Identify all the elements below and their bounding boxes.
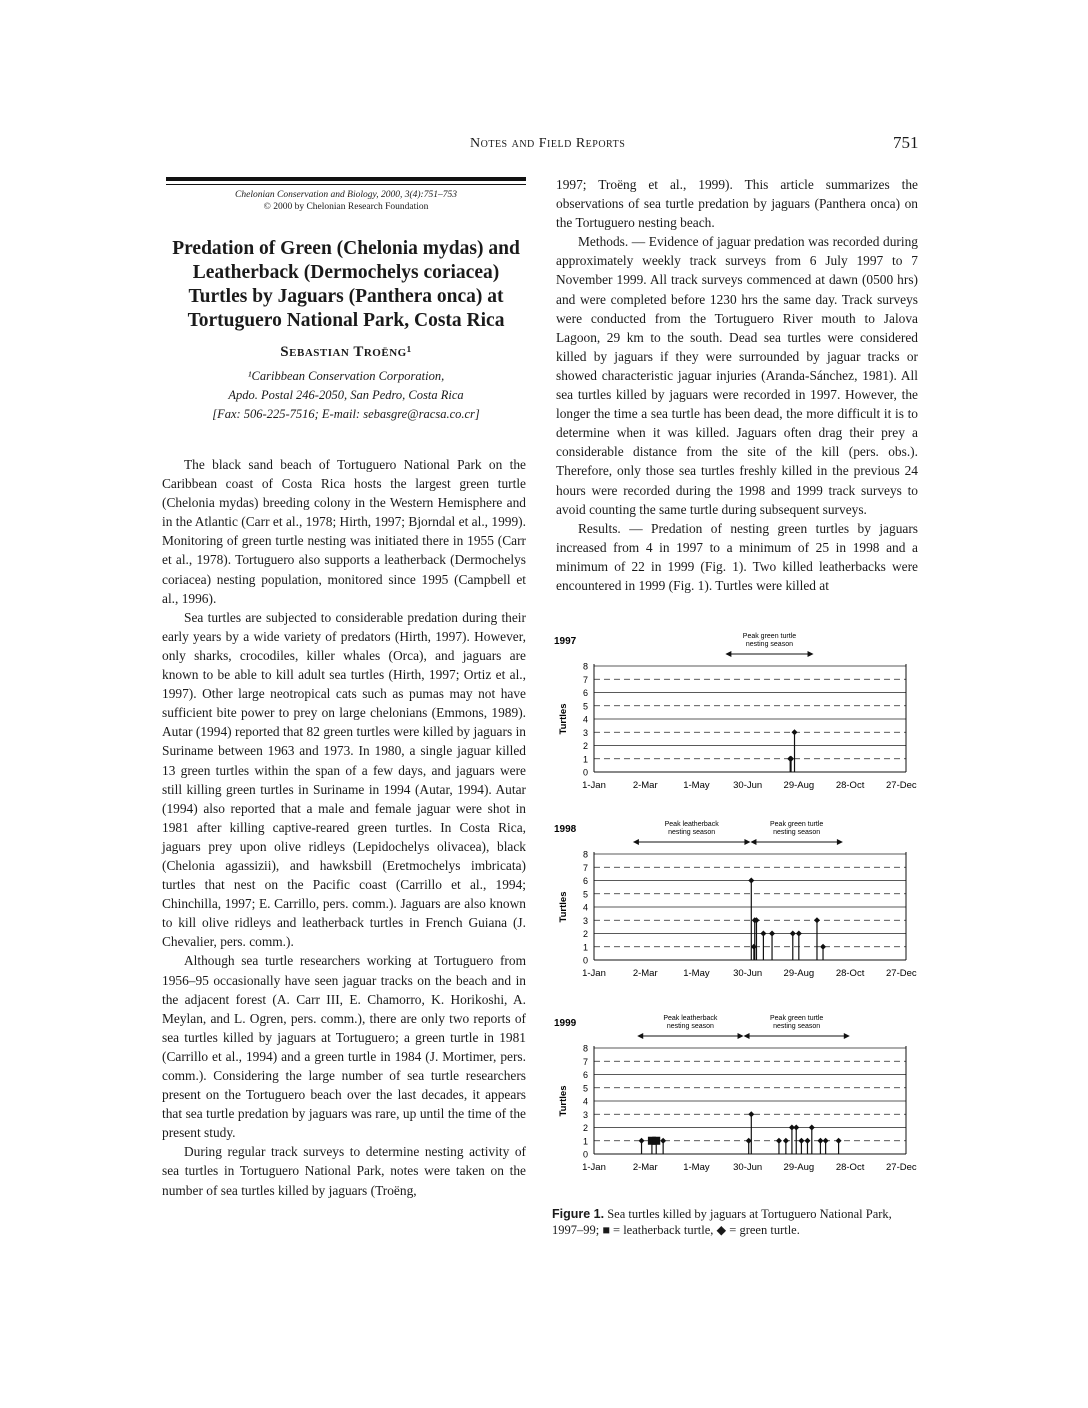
green-turtle-marker	[783, 1138, 789, 1144]
chart-title-year: 1998	[554, 824, 577, 835]
season-annotation-line2: nesting season	[668, 829, 716, 836]
y-axis-label: Turtles	[558, 703, 569, 735]
x-tick-label: 27-Dec	[886, 780, 917, 791]
green-turtle-marker	[809, 1125, 815, 1131]
x-tick-label: 2-Mar	[632, 968, 658, 979]
green-turtle-marker	[796, 931, 802, 937]
y-tick-label: 3	[582, 727, 588, 738]
green-turtle-marker	[798, 1138, 804, 1144]
green-turtle-marker	[814, 917, 820, 923]
paragraph-results: Results. — Predation of nesting green turtles by jaguars increased from 4 in 1997 to a minimum of 25 in 1998 and a minimum of 22 in 1999 (Fig. 1). Two killed leatherbacks were encountered in 1999 (Fig. 1). Turtles were killed at	[556, 520, 918, 593]
paragraph-predators: Sea turtles are subjected to considerable predation during their early years by a wide variety of predators (Hirth, 1997). However, only sharks, crocodiles, killer whales (Orca), and jaguars are known to be able to kill adult sea turtles (Hirth, 1997; Ortiz et al., 1997). Other large neotropical cats such as pumas may not have sufficient bite power to prey on large chelonians (Emmons, 1989). Autar (1994) reported that 82 green turtles were killed by jaguars in Suriname between 1963 and 1973. In 1980, a single jaguar killed 13 green turtles within the span of a few days, and jaguars were still killing green turtles in Suriname in 1994 (Autar, 1994). Autar (1994) also reported that a male and female jaguar were shot in 1981 after killing captive-reared green turtles. In Costa Rica, jaguars prey upon olive ridleys (Lepidochelys olivacea), black (Chelonia agassizii), and hawksbill (Eretmochelys imbricata) turtles that nest on the Pacific coast (Carrillo et al., 1994; Chinchilla, 1997; E. Carrillo, pers. comm.). Jaguars are also known to kill olive ridleys and leatherback turtles in French Guiana (J. Chevalier, pers. comm.).	[162, 609, 526, 950]
article-author: Sebastian Troëng¹	[280, 344, 412, 360]
x-tick-label: 29-Aug	[783, 1162, 815, 1173]
y-tick-label: 6	[582, 1070, 588, 1080]
x-tick-label: 30-Jun	[733, 780, 763, 791]
y-tick-label: 0	[582, 955, 588, 966]
y-tick-label: 2	[582, 1123, 588, 1133]
paragraph-summary: 1997; Troëng et al., 1999). This article summarizes the observations of sea turtle predation by jaguars (Panthera onca) on the Tortuguero nesting beach.	[556, 177, 918, 231]
x-tick-label: 1-Jan	[582, 968, 606, 979]
season-annotation-line2: nesting season	[773, 1023, 821, 1030]
x-tick-label: 28-Oct	[835, 780, 865, 791]
y-tick-label: 7	[582, 862, 588, 873]
body-column-left	[162, 455, 526, 1200]
season-arrow-head-right	[808, 651, 814, 657]
x-tick-label: 27-Dec	[886, 1162, 917, 1173]
chart-1997	[554, 630, 924, 806]
x-tick-label: 30-Jun	[733, 1162, 763, 1173]
y-tick-label: 3	[582, 915, 588, 926]
season-annotation-line1: Peak green turtle	[770, 1015, 824, 1022]
x-tick-label: 2-Mar	[632, 780, 658, 791]
y-tick-label: 5	[582, 889, 588, 900]
title-rule-thin	[166, 184, 526, 185]
y-tick-label: 6	[582, 688, 588, 698]
affiliation-line-1: ¹Caribbean Conservation Corporation,	[247, 369, 445, 383]
affiliation-line-3: [Fax: 506-225-7516; E-mail: sebasgre@racsa.co.cr]	[212, 407, 480, 421]
season-arrow-head-right	[837, 839, 843, 845]
y-tick-label: 4	[582, 902, 588, 913]
season-annotation-line2: nesting season	[773, 829, 821, 836]
green-turtle-marker	[790, 931, 796, 937]
figure-caption-text: Sea turtles killed by jaguars at Tortuguero National Park, 1997–99; ■ = leatherback turtle, ◆ = green turtle.	[552, 1207, 892, 1237]
chart-title-year: 1997	[554, 636, 577, 647]
x-tick-label: 28-Oct	[835, 968, 865, 979]
x-tick-label: 2-Mar	[632, 1162, 658, 1173]
leatherback-marker	[652, 1137, 660, 1145]
chart-1998	[554, 818, 924, 994]
green-turtle-marker	[788, 756, 794, 762]
x-tick-label: 30-Jun	[733, 968, 763, 979]
green-turtle-marker	[639, 1138, 645, 1144]
body-column-right	[556, 175, 918, 595]
figure-panel-1997	[554, 630, 924, 806]
season-arrow-head-left	[725, 651, 731, 657]
season-annotation-line2: nesting season	[666, 1023, 714, 1030]
y-tick-label: 6	[582, 876, 588, 886]
green-turtle-marker	[820, 944, 826, 950]
figure-caption-label: Figure 1.	[552, 1207, 605, 1221]
y-tick-label: 8	[582, 849, 588, 860]
figure-panel-1998	[554, 818, 924, 994]
x-tick-label: 1-Jan	[582, 780, 606, 791]
figure-caption	[552, 1206, 922, 1238]
journal-citation: Chelonian Conservation and Biology, 2000, 3(4):751–753	[235, 190, 457, 200]
season-arrow-head-left	[744, 1033, 750, 1039]
season-arrow-head-left	[750, 839, 756, 845]
y-tick-label: 0	[582, 1149, 588, 1160]
page-number: 751	[893, 133, 919, 152]
y-tick-label: 7	[582, 674, 588, 685]
green-turtle-marker	[776, 1138, 782, 1144]
author-affiliation	[166, 367, 526, 424]
figure-panel-1999	[554, 1012, 924, 1188]
season-arrow-head-right	[738, 1033, 744, 1039]
paragraph-methods: Methods. — Evidence of jaguar predation was recorded during approximately weekly track surveys from 6 July 1997 to 7 November 1999. All track surveys commenced at dawn (0500 hrs) and were completed before 1230 hrs the same day. Track surveys were conducted from the Tortuguero River mouth to Jalova Lagoon, 29 km to the south. Dead sea turtles were considered killed by jaguars if they were surrounded by jaguar tracks or showed characteristic jaguar injuries (Aranda-Sánchez, 1981). All sea turtles killed by jaguars were recorded in 1997. However, the longer the time a sea turtle has been dead, the more difficult it is to determine when it was killed. Jaguars often drag their prey a considerable distance from the site of the kill (pers. obs.). Therefore, only those sea turtles freshly killed in the previous 24 hours were recorded during the 1998 and 1999 track surveys to avoid counting the same turtle during subsequent surveys.	[556, 234, 918, 517]
y-tick-label: 7	[582, 1056, 588, 1067]
y-tick-label: 5	[582, 701, 588, 712]
y-tick-label: 8	[582, 661, 588, 672]
season-annotation-line1: Peak leatherback	[664, 821, 719, 828]
x-tick-label: 1-May	[683, 1162, 710, 1173]
paragraph-surveys: During regular track surveys to determine nesting activity of sea turtles in Tortuguero National Park, notes were taken on the number of sea turtles killed by jaguars (Troëng,	[162, 1144, 526, 1198]
y-tick-label: 2	[582, 741, 588, 751]
x-tick-label: 1-May	[683, 968, 710, 979]
y-tick-label: 0	[582, 767, 588, 778]
x-tick-label: 1-Jan	[582, 1162, 606, 1173]
y-tick-label: 3	[582, 1109, 588, 1120]
y-tick-label: 4	[582, 714, 588, 725]
journal-copyright: © 2000 by Chelonian Research Foundation	[263, 202, 429, 212]
x-tick-label: 28-Oct	[835, 1162, 865, 1173]
season-annotation-line1: Peak green turtle	[770, 821, 824, 828]
y-axis-label: Turtles	[558, 1085, 569, 1117]
green-turtle-marker	[793, 1125, 799, 1131]
green-turtle-marker	[769, 931, 775, 937]
green-turtle-marker	[823, 1138, 829, 1144]
season-arrow-head-right	[744, 839, 750, 845]
season-arrow-head-left	[633, 839, 639, 845]
y-tick-label: 8	[582, 1043, 588, 1054]
y-tick-label: 1	[582, 1136, 588, 1147]
green-turtle-marker	[804, 1138, 810, 1144]
x-tick-label: 27-Dec	[886, 968, 917, 979]
season-annotation-line2: nesting season	[745, 641, 793, 648]
chart-title-year: 1999	[554, 1018, 577, 1029]
green-turtle-marker	[817, 1138, 823, 1144]
x-tick-label: 1-May	[683, 780, 710, 791]
y-axis-label: Turtles	[558, 891, 569, 923]
y-tick-label: 2	[582, 929, 588, 939]
green-turtle-marker	[760, 931, 766, 937]
green-turtle-marker	[748, 1111, 754, 1117]
chart-1999	[554, 1012, 924, 1188]
season-annotation-line1: Peak leatherback	[663, 1015, 718, 1022]
paragraph-intro: The black sand beach of Tortuguero National Park on the Caribbean coast of Costa Rica hosts the largest green turtle (Chelonia mydas) breeding colony in the Western Hemisphere and in the Atlantic (Carr et al., 1978; Hirth, 1997; Bjorndal et al., 1999). Monitoring of green turtle nesting was initiated there in 1955 (Carr et al., 1978). Tortuguero also supports a leatherback (Dermochelys coriacea) nesting population, monitored since 1995 (Campbell et al., 1996).	[162, 457, 526, 606]
green-turtle-marker	[792, 729, 798, 735]
y-tick-label: 4	[582, 1096, 588, 1107]
running-header: Notes and Field Reports	[470, 136, 626, 151]
y-tick-label: 1	[582, 942, 588, 953]
green-turtle-marker	[660, 1138, 666, 1144]
affiliation-line-2: Apdo. Postal 246-2050, San Pedro, Costa Rica	[228, 388, 464, 402]
y-tick-label: 5	[582, 1083, 588, 1094]
green-turtle-marker	[836, 1138, 842, 1144]
article-title: Predation of Green (Chelonia mydas) and Leatherback (Dermochelys coriacea) Turtles by Jaguars (Panthera onca) at Tortuguero National Park, Costa Rica	[172, 238, 520, 331]
paragraph-history: Although sea turtle researchers working at Tortuguero from 1956–95 occasionally have seen jaguar tracks on the beach and in the adjacent forest (A. Carr III, E. Chamorro, K. Horikoshi, A. Meylan, and L. Ogren, pers. comm.), there are only two reports of sea turtles killed by jaguars at Tortuguero; a green turtle in 1981 (Carrillo et al., 1994) and a green turtle in 1984 (J. Mortimer, pers. comm.). Considering the large number of sea turtle researchers present on the Tortuguero beach over the last decades, it appears that sea turtle predation by jaguars was rare, up until the time of the present study.	[162, 953, 526, 1141]
season-annotation-line1: Peak green turtle	[742, 633, 797, 640]
x-tick-label: 29-Aug	[783, 968, 815, 979]
title-rule-thick	[166, 177, 526, 181]
season-arrow-head-right	[844, 1033, 850, 1039]
x-tick-label: 29-Aug	[783, 780, 815, 791]
y-tick-label: 1	[582, 754, 588, 765]
green-turtle-marker	[748, 878, 754, 884]
season-arrow-head-left	[637, 1033, 643, 1039]
